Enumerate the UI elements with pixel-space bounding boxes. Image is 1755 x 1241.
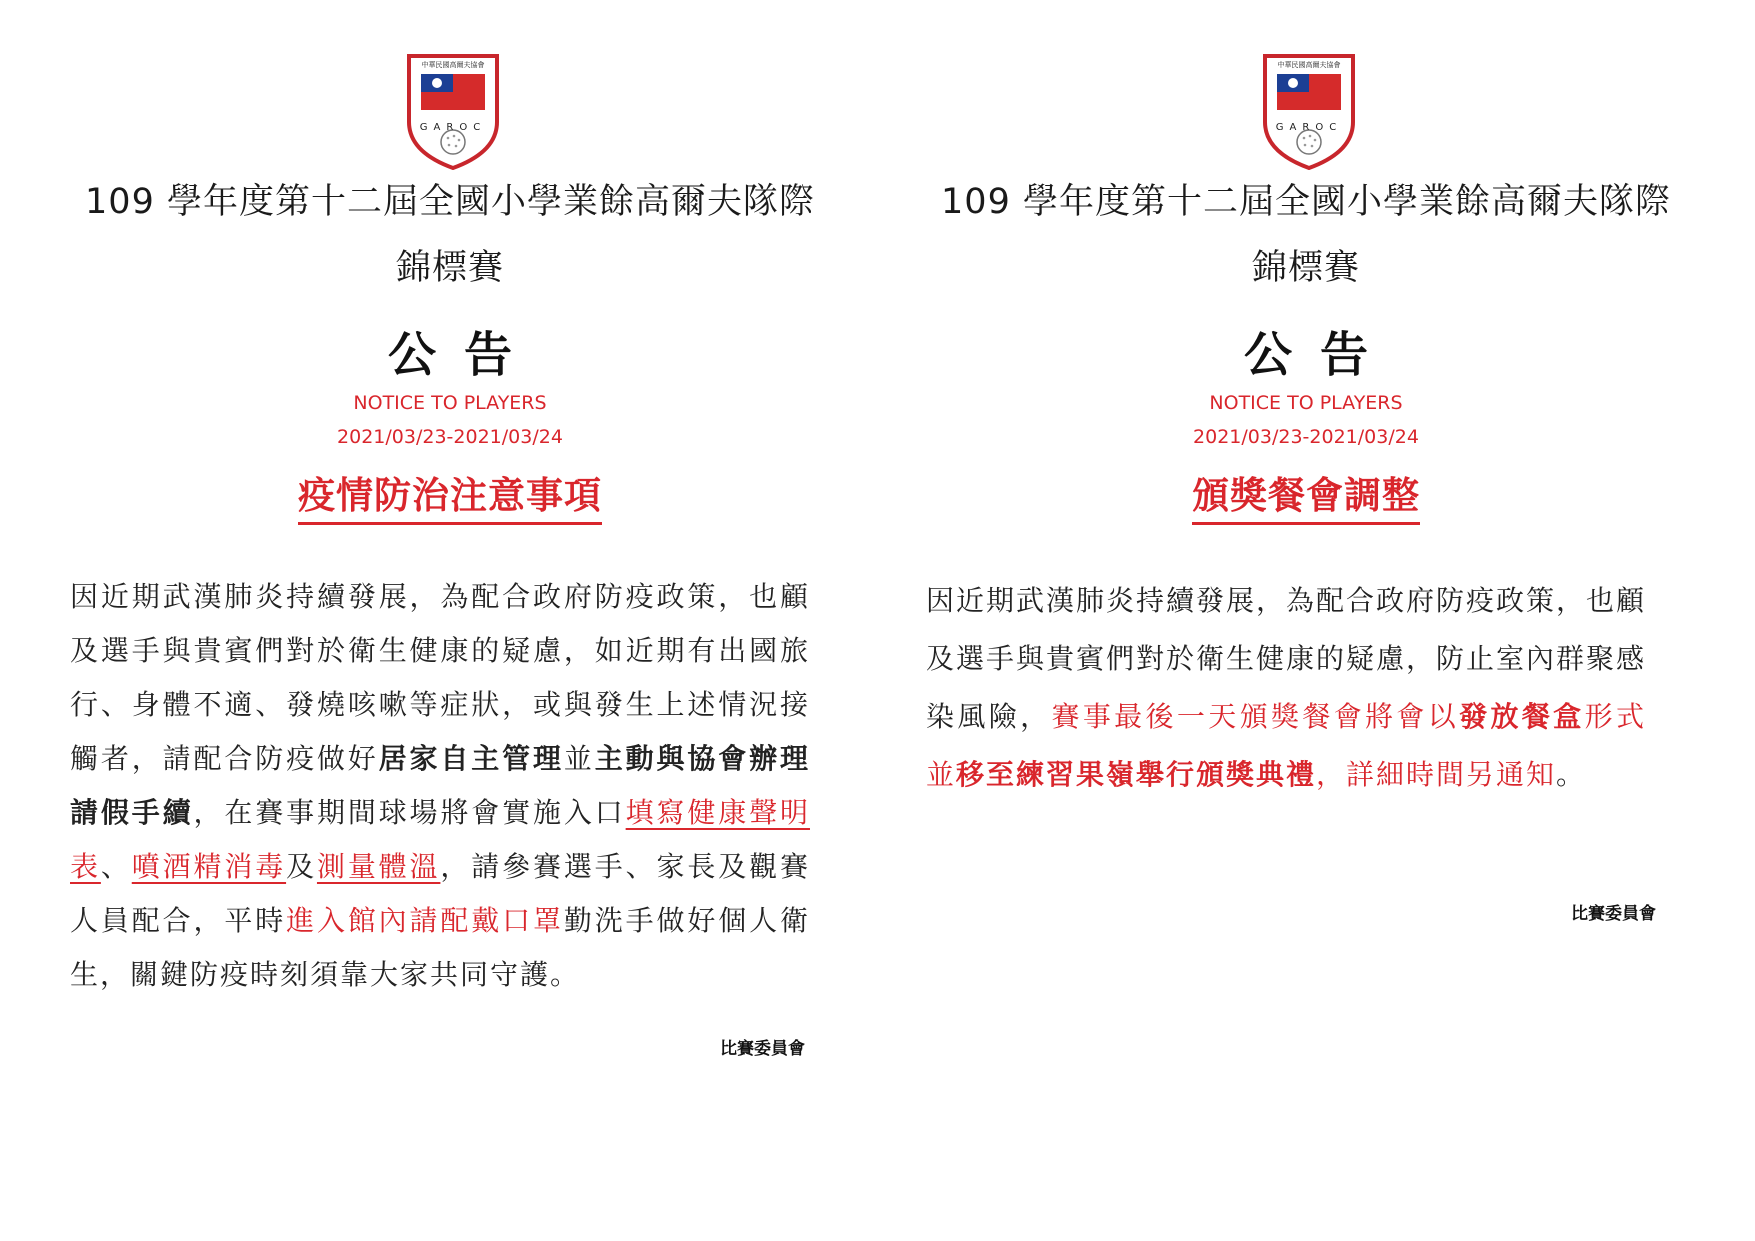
notice-en: NOTICE TO PLAYERS xyxy=(353,392,547,414)
logo-text: 中華民國高爾夫協會 xyxy=(1277,61,1341,69)
body-highlight: 形式並 xyxy=(926,700,1646,791)
logo-letters: GAROC xyxy=(419,122,487,133)
notice-en: NOTICE TO PLAYERS xyxy=(1209,392,1403,414)
body-text: 及 xyxy=(286,850,317,883)
body-emphasis: 移至練習果嶺舉行頒獎典禮 xyxy=(956,758,1317,791)
body-text: 、 xyxy=(100,850,132,883)
notice-heading: 公告 xyxy=(387,327,540,383)
notice-heading: 公告 xyxy=(1243,327,1396,383)
notice-body xyxy=(926,572,1646,804)
body-text: 勤洗手做好個人衛生，關鍵防疫時刻須靠大家共同守護。 xyxy=(70,904,810,991)
title-line-2: 錦標賽 xyxy=(1251,248,1360,288)
body-highlight: 進入館內請配戴口罩 xyxy=(286,904,564,937)
body-highlight: 噴酒精消毒 xyxy=(131,850,287,883)
logo-text: 中華民國高爾夫協會 xyxy=(421,61,485,69)
body-highlight: ，詳細時間另通知 xyxy=(1316,758,1557,791)
notice-body xyxy=(70,570,810,1002)
title-line-2: 錦標賽 xyxy=(395,248,504,288)
association-logo xyxy=(1259,52,1359,170)
body-emphasis: 居家自主管理 xyxy=(378,742,564,775)
body-text: 並 xyxy=(563,742,595,775)
body-text: ，在賽事期間球場將會實施入口 xyxy=(193,796,626,829)
signature: 比賽委員會 xyxy=(720,1039,805,1059)
body-emphasis: 主動與協會辦理請假手續 xyxy=(70,742,810,829)
body-highlight: 測量體溫 xyxy=(316,850,441,883)
body-text: 因近期武漢肺炎持續發展，為配合政府防疫政策，也顧及選手與貴賓們對於衛生健康的疑慮，如近期有出國旅行、身體不適、發燒咳嗽等症狀，或與發生上述情況接觸者，請配合防疫做好 xyxy=(70,580,810,775)
notice-right xyxy=(876,0,1736,1241)
notice-topic: 頒獎餐會調整 xyxy=(1192,465,1420,525)
body-text: ，請參賽選手、家長及觀賽人員配合，平時 xyxy=(70,850,810,937)
title-line-1: 109 學年度第十二屆全國小學業餘高爾夫隊際 xyxy=(85,182,815,222)
association-logo xyxy=(403,52,503,170)
notice-dates: 2021/03/23-2021/03/24 xyxy=(1193,426,1419,448)
body-highlight: 填寫健康聲明表 xyxy=(70,796,810,883)
title-line-1: 109 學年度第十二屆全國小學業餘高爾夫隊際 xyxy=(941,182,1671,222)
notice-topic: 疫情防治注意事項 xyxy=(298,465,602,525)
logo-letters: GAROC xyxy=(1275,122,1343,133)
notice-dates: 2021/03/23-2021/03/24 xyxy=(337,426,563,448)
body-text: 因近期武漢肺炎持續發展，為配合政府防疫政策，也顧及選手與貴賓們對於衛生健康的疑慮，防止室內群聚感染風險， xyxy=(926,584,1647,733)
signature: 比賽委員會 xyxy=(1571,904,1656,924)
body-highlight: 賽事最後一天頒獎餐會將會以 xyxy=(1051,700,1460,733)
notice-left xyxy=(20,0,880,1241)
body-text: 。 xyxy=(1556,758,1587,791)
body-emphasis: 發放餐盒 xyxy=(1459,700,1585,733)
